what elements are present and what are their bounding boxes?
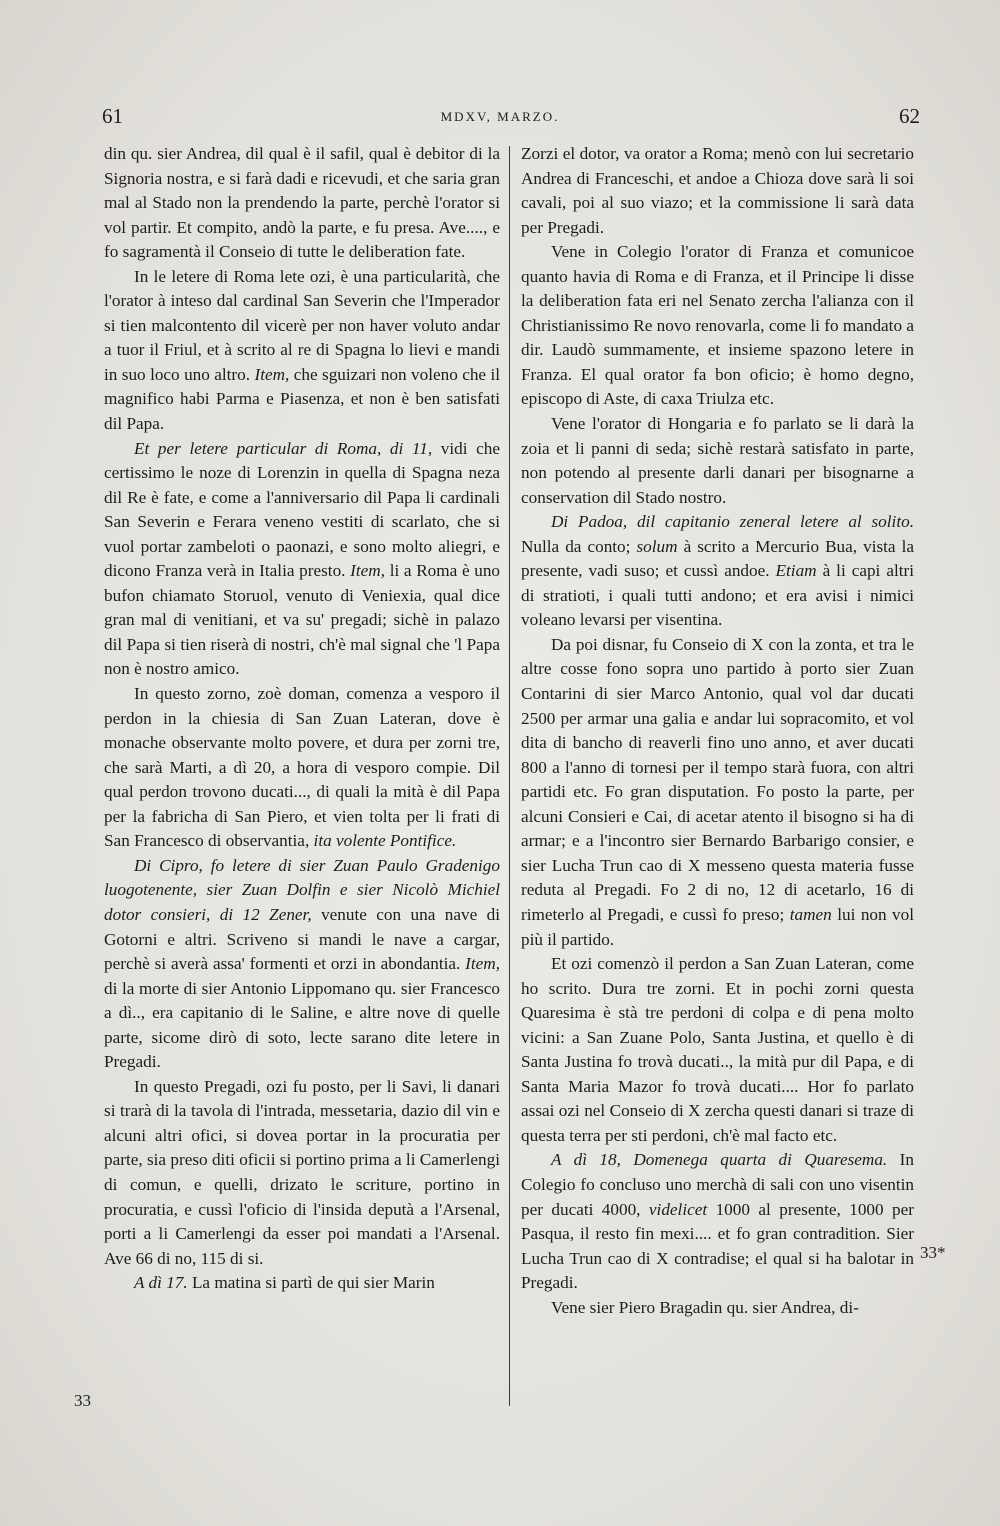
paragraph: Di Padoa, dil capitanio zeneral letere al solito. Nulla da conto; solum à scrito a Mercurio Bua, vista la presente, vadi suso; et cussì andoe. Etiam à li capi altri di stratioti, i quali tutti andono; et era avisi i nimici voleano levarsi per visentina. <box>521 512 914 630</box>
paragraph: Vene sier Piero Bragadin qu. sier Andrea, di- <box>551 1297 859 1317</box>
paragraph: Et per letere particular di Roma, di 11, vidi che certissimo le noze di Lorenzin in quella di Spagna neza dil Re è fate, e come a l'anniversario dil Papa li cardinali San Severin e Ferara veneno vestiti di scarlato, che si vuol portar zambeloti o paonazi, e sono molto aliegri, e dicono Franza verà in Italia presto. Item, li a Roma è uno bufon chiamato Storuol, venuto di Veniexia, qual dice gran mal di venitiani, et va su' pregadi; sichè in palazo dil Papa si tien riserà di nostri, ch'è mal signal che 'l Papa non è nostro amico. <box>104 438 501 679</box>
margin-note-left: 33 <box>74 1391 91 1410</box>
paragraph: Zorzi el dotor, va orator a Roma; menò con lui secretario Andrea di Franceschi, et andoe a Chioza dove sarà li soi cavali, poi al suo viazo; et la commissione li sarà data per Pregadi. <box>521 144 914 237</box>
paragraph: A dì 18, Domenega quarta di Quaresema. In Colegio fo concluso uno merchà di sali con uno visentin per ducati 4000, videlicet 1000 al presente, 1000 per Pasqua, il resto fin mexi.... et fo gran contradition. Sier Lucha Trun cao di X contradise; el qual si ha balotar in Pregadi. <box>521 1150 914 1293</box>
paragraph: Et ozi comenzò il perdon a San Zuan Lateran, come ho scrito. Dura tre zorni. Et in pochi zorni questa Quaresima è stà tre perdoni di colpa e di pena molto vicini: a San Zuane Polo, Santa Justina, et quello è di Santa Justina fo trovà ducati.., la mità pur dil Papa, e di Santa Maria Mazor fo trovà ducati.... Hor fo parlato assai ozi nel Conseio di X zercha questi danari si traze di questa terra per sti perdoni, ch'è mal facto etc. <box>521 954 914 1145</box>
paragraph: In questo Pregadi, ozi fu posto, per li Savi, li danari si trarà di la tavola di l'intrada, messetaria, dazio dil vin e alcuni altri ofici, si dovea portar in la procuratia per parte, sia preso diti oficii si portino prima a li Camerlengi di comun, e quelli, drizato le scriture, portino in procuratia, e cussì l'oficio di l'insida deputà a l'Arsenal, porti a li Camerlengi da esser poi mandati a l'Arsenal. Ave 66 di no, 115 di si. <box>104 1076 500 1268</box>
right-column <box>521 142 914 1320</box>
paragraph: Vene in Colegio l'orator di Franza et comunicoe quanto havia di Roma e di Franza, et il Principe li disse la deliberation fata eri nel Senato zercha l'alianza con il Christianissimo Re novo renovarla, come li fo mandato a dir. Laudò summamente, et insieme spazono letere in Franza. El qual orator fa bon oficio; è homo degno, episcopo di Aste, di caxa Triulza etc. <box>521 242 914 409</box>
column-divider <box>509 146 510 1406</box>
page-number-right: 62 <box>899 104 920 128</box>
paragraph: A dì 17. La matina si partì de qui sier Marin <box>134 1273 435 1293</box>
paragraph: In questo zorno, zoè doman, comenza a vesporo il perdon in la chiesia di San Zuan Lateran, dove è monache observante molto povere, et dura per zorni tre, che sarà Marti, a dì 20, a hora di vesporo compie. Dil qual perdon trovono ducati..., di quali la mità è dil Papa per la fabricha di San Piero, et vien tolta per li frati di San Francesco di observantia, ita volente Pontifice. <box>104 684 500 851</box>
page-number-left: 61 <box>102 104 123 128</box>
paragraph: Di Cipro, fo letere di sier Zuan Paulo Gradenigo luogotenente, sier Zuan Dolfin e sier Nicolò Michiel dotor consieri, di 12 Zener, venute con una nave di Gotorni e altri. Scriveno si mandi le nave a cargar, perchè si averà assa' formenti et orzi in abondantia. Item, di la morte di sier Antonio Lippomano qu. sier Francesco a dì.., era capitanio di le Saline, e altre nove di quelle parte, sicome dirò di soto, lecte sarano dite letere in Pregadi. <box>104 855 500 1072</box>
margin-note-right: 33* <box>920 1243 946 1262</box>
running-title: MDXV, MARZO. <box>440 109 560 124</box>
paragraph: din qu. sier Andrea, dil qual è il safil, qual è debitor di la Signoria nostra, e si farà dadi e ricevudi, et che saria gran mal al Stado non la prendendo la parte, perchè l'orator si vol partir. Et compito, andò la parte, e fu presa. Ave...., e fo sagramentà il Conseio di tutte le deliberation fate. <box>104 144 500 262</box>
left-column <box>104 142 500 1296</box>
running-head <box>0 104 1000 134</box>
paragraph: In le letere di Roma lete ozi, è una particularità, che l'orator à inteso dal cardinal San Severin che l'Imperador si tien malcontento dil vicerè per non haver voluto andar a tuor il Friul, et à scrito al re di Spagna lo lievi e mandi in suo loco uno altro. Item, che sguizari non voleno che il magnifico habi Parma e Piasenza, et non è ben satisfati dil Papa. <box>104 266 501 434</box>
paragraph: Vene l'orator di Hongaria e fo parlato se li darà la zoia et li panni di seda; sichè restarà satisfato in parte, non potendo al presente darli danari per bisognarne a conservation dil Stado nostro. <box>521 414 914 507</box>
paragraph: Da poi disnar, fu Conseio di X con la zonta, et tra le altre cosse fono sopra uno partido à porto sier Zuan Contarini di sier Marco Antonio, qual vol dar ducati 2500 per armar una galia e andar lui sopracomito, et vol dita di bancho di reaverli fino uno anno, et aver ducati 800 a l'anno di tornesi per il tempo starà fuora, con altri partidi etc. Fo gran disputation. Fo posto la parte, per alcuni Consieri e Cai, di acetar atento il bisogno si ha di armar; e a l'incontro sier Bernardo Barbarigo consier, e sier Lucha Trun cao di X messeno questa materia fusse reduta al Pregadi. Fo 2 di no, 12 di acetarlo, 16 di rimeterlo al Pregadi, e cussì fo preso; tamen lui non vol più il partido. <box>521 634 915 949</box>
